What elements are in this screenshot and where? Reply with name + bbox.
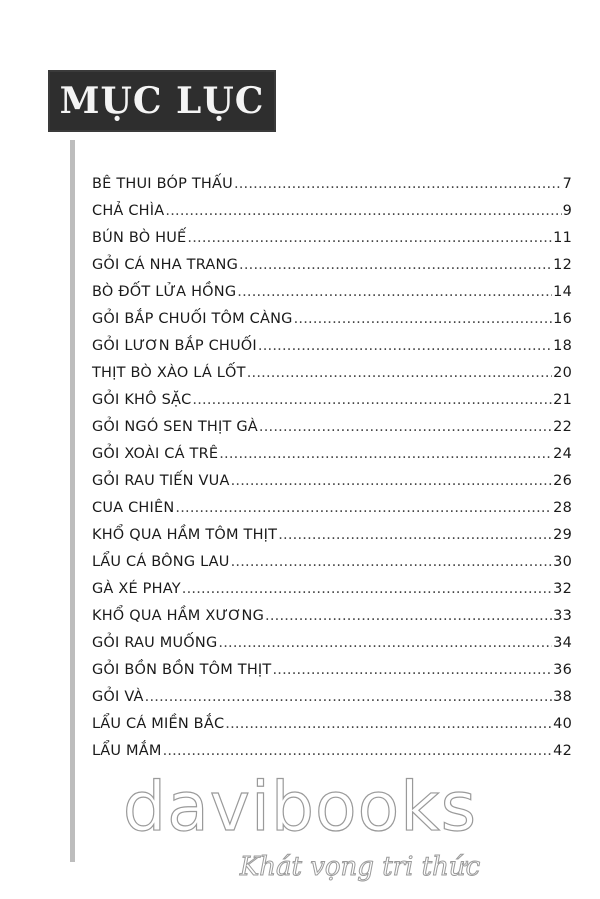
toc-entry — [92, 284, 572, 311]
toc-dot-leader — [218, 635, 552, 651]
toc-dot-leader — [259, 419, 552, 435]
vertical-rule — [70, 140, 75, 862]
toc-dot-leader — [145, 689, 552, 705]
toc-dot-leader — [231, 473, 553, 489]
toc-entry-page: 33 — [553, 608, 572, 624]
toc-dot-leader — [165, 203, 561, 219]
toc-dot-leader — [278, 527, 552, 543]
toc-entry-title: LẨU CÁ MIỀN BẮC — [92, 716, 225, 732]
toc-dot-leader — [247, 365, 552, 381]
toc-entry-title: GỎI NGÓ SEN THỊT GÀ — [92, 419, 258, 435]
toc-entry-page: 42 — [553, 743, 572, 759]
toc-dot-leader — [258, 338, 552, 354]
toc-entry-title: KHỔ QUA HẦM TÔM THỊT — [92, 527, 278, 543]
toc-dot-leader — [294, 311, 553, 327]
toc-entry-page: 30 — [553, 554, 572, 570]
toc-entry — [92, 554, 572, 581]
toc-entry-title: GỎI KHÔ SẶC — [92, 392, 192, 408]
toc-entry-title: GỎI BẮP CHUỐI TÔM CÀNG — [92, 311, 293, 327]
toc-entry — [92, 473, 572, 500]
toc-entry-page: 38 — [553, 689, 572, 705]
toc-entry-page: 16 — [553, 311, 572, 327]
toc-dot-leader — [192, 392, 552, 408]
toc-dot-leader — [225, 716, 552, 732]
toc-entry-page: 24 — [553, 446, 572, 462]
toc-dot-leader — [187, 230, 552, 246]
toc-entry-page: 21 — [553, 392, 572, 408]
toc-entry-page: 32 — [553, 581, 572, 597]
toc-entry-title: GỎI BỒN BỒN TÔM THỊT — [92, 662, 272, 678]
toc-entry — [92, 392, 572, 419]
toc-entry-title: LẨU CÁ BÔNG LAU — [92, 554, 230, 570]
title-banner — [48, 70, 276, 132]
toc-entry-page: 7 — [562, 176, 572, 192]
toc-entry-title: BÒ ĐỐT LỬA HỒNG — [92, 284, 237, 300]
toc-entry-page: 29 — [553, 527, 572, 543]
toc-entry — [92, 230, 572, 257]
toc-entry — [92, 203, 572, 230]
toc-entry-title: GỎI RAU TIẾN VUA — [92, 473, 230, 489]
toc-entry-page: 9 — [562, 203, 572, 219]
toc-entry-page: 20 — [553, 365, 572, 381]
toc-entry — [92, 257, 572, 284]
toc-entry — [92, 662, 572, 689]
toc-entry — [92, 311, 572, 338]
toc-entry-page: 36 — [553, 662, 572, 678]
toc-entry-title: GỎI LƯƠN BẮP CHUỐI — [92, 338, 257, 354]
toc-entry-title: BÚN BÒ HUẾ — [92, 230, 187, 246]
watermark-tagline: Khát vọng tri thức — [239, 852, 481, 882]
toc-entry-title: CUA CHIÊN — [92, 500, 175, 516]
toc-entry-page: 18 — [553, 338, 572, 354]
toc-dot-leader — [182, 581, 552, 597]
toc-entry-title: GỎI XOÀI CÁ TRÊ — [92, 446, 219, 462]
toc-dot-leader — [265, 608, 552, 624]
toc-entry — [92, 446, 572, 473]
toc-dot-leader — [219, 446, 552, 462]
toc-entry-title: LẨU MẮM — [92, 743, 162, 759]
toc-dot-leader — [272, 662, 552, 678]
toc-dot-leader — [239, 257, 552, 273]
table-of-contents — [92, 176, 572, 770]
toc-entry — [92, 608, 572, 635]
toc-entry — [92, 743, 572, 770]
toc-entry — [92, 527, 572, 554]
toc-entry-page: 34 — [553, 635, 572, 651]
toc-dot-leader — [231, 554, 553, 570]
toc-dot-leader — [237, 284, 552, 300]
watermark-brand: davibooks — [122, 768, 478, 847]
toc-entry-title: GỎI CÁ NHA TRANG — [92, 257, 239, 273]
toc-entry-page: 11 — [553, 230, 572, 246]
toc-entry — [92, 338, 572, 365]
toc-entry-title: GỎI VÀ — [92, 689, 144, 705]
toc-entry — [92, 689, 572, 716]
toc-entry-title: GÀ XÉ PHAY — [92, 581, 181, 597]
toc-entry-page: 14 — [553, 284, 572, 300]
toc-dot-leader — [163, 743, 553, 759]
toc-entry-title: CHẢ CHÌA — [92, 203, 165, 219]
toc-entry-title: GỎI RAU MUỐNG — [92, 635, 218, 651]
toc-entry — [92, 176, 572, 203]
toc-entry-page: 26 — [553, 473, 572, 489]
toc-entry — [92, 365, 572, 392]
toc-entry — [92, 500, 572, 527]
toc-entry-title: BÊ THUI BÓP THẤU — [92, 176, 233, 192]
toc-entry-page: 12 — [553, 257, 572, 273]
toc-entry — [92, 581, 572, 608]
page-title: MỤC LỤC — [59, 80, 265, 122]
toc-entry — [92, 419, 572, 446]
toc-entry-title: THỊT BÒ XÀO LÁ LỐT — [92, 365, 246, 381]
toc-entry-page: 28 — [553, 500, 572, 516]
toc-entry-title: KHỔ QUA HẦM XƯƠNG — [92, 608, 265, 624]
toc-entry-page: 22 — [553, 419, 572, 435]
toc-dot-leader — [175, 500, 552, 516]
toc-entry-page: 40 — [553, 716, 572, 732]
toc-dot-leader — [234, 176, 562, 192]
toc-entry — [92, 716, 572, 743]
toc-entry — [92, 635, 572, 662]
